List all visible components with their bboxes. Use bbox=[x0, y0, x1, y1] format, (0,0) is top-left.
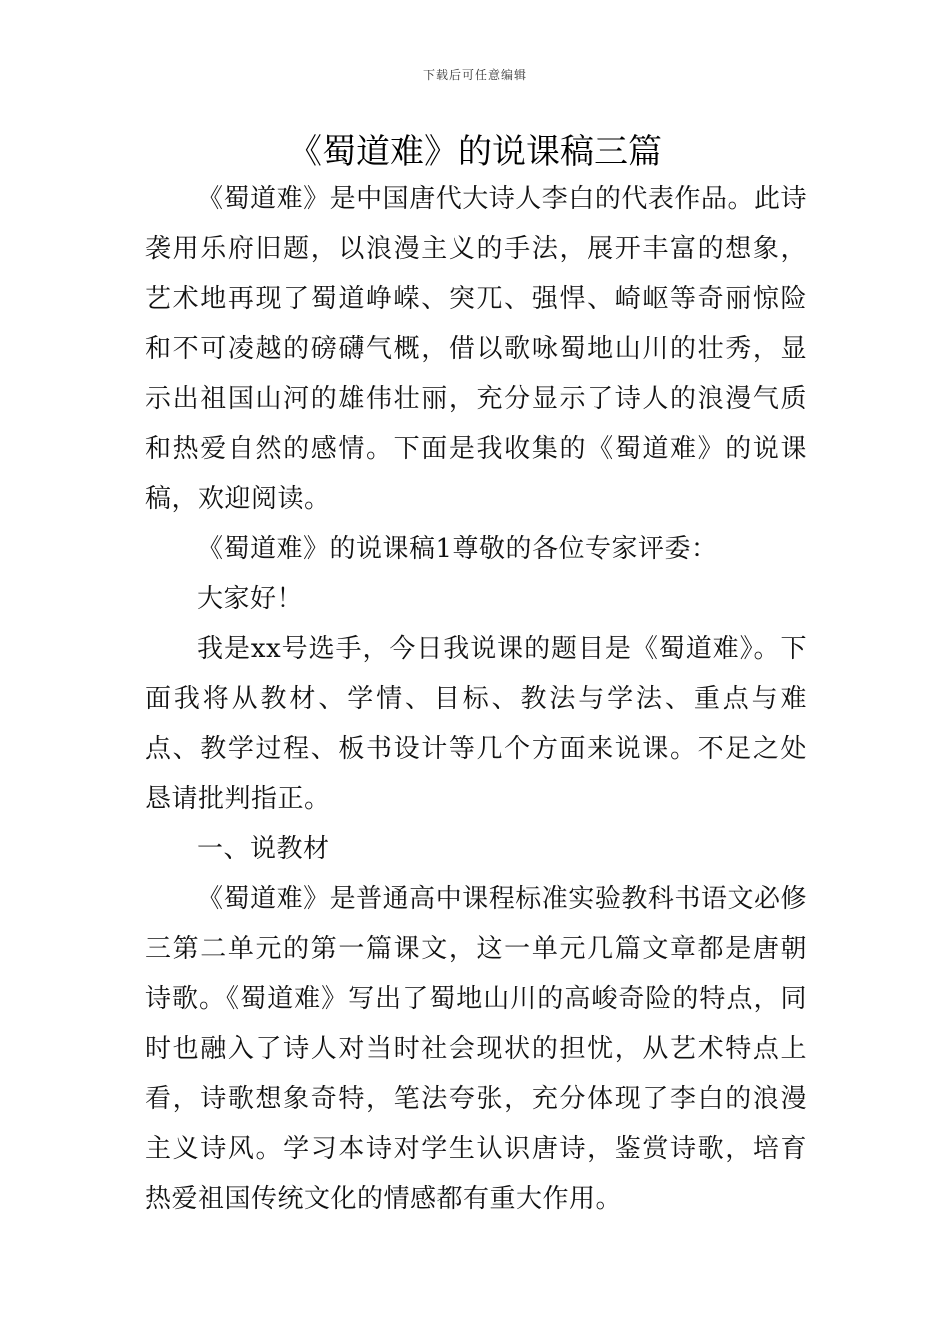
document-body bbox=[145, 174, 807, 1224]
lecture-heading-paragraph: 《蜀道难》的说课稿1尊敬的各位专家评委： bbox=[197, 534, 718, 564]
document-title: 《蜀道难》的说课稿三篇 bbox=[288, 132, 662, 172]
self-intro-paragraph: 我是xx号选手，今日我说课的题目是《蜀道难》。下面我将从教材、学情、目标、教法与学法、重点与难点、教学过程、板书设计等几个方面来说课。不足之处恳请批判指正。 bbox=[145, 634, 807, 814]
textbook-paragraph: 《蜀道难》是普通高中课程标准实验教科书语文必修三第二单元的第一篇课文，这一单元几篇文章都是唐朝诗歌。《蜀道难》写出了蜀地山川的高峻奇险的特点，同时也融入了诗人对当时社会现状的担忧，从艺术特点上看，诗歌想象奇特，笔法夸张，充分体现了李白的浪漫主义诗风。学习本诗对学生认识唐诗，鉴赏诗歌，培育热爱祖国传统文化的情感都有重大作用。 bbox=[145, 884, 807, 1214]
header-note: 下载后可任意编辑 bbox=[422, 68, 527, 82]
greeting-paragraph: 大家好！ bbox=[197, 584, 304, 614]
intro-paragraph: 《蜀道难》是中国唐代大诗人李白的代表作品。此诗袭用乐府旧题，以浪漫主义的手法，展开丰富的想象，艺术地再现了蜀道峥嵘、突兀、强悍、崎岖等奇丽惊险和不可凌越的磅礴气概，借以歌咏蜀地山川的壮秀，显示出祖国山河的雄伟壮丽，充分显示了诗人的浪漫气质和热爱自然的感情。下面是我收集的《蜀道难》的说课稿，欢迎阅读。 bbox=[145, 184, 807, 514]
section-heading: 一、说教材 bbox=[197, 834, 330, 864]
